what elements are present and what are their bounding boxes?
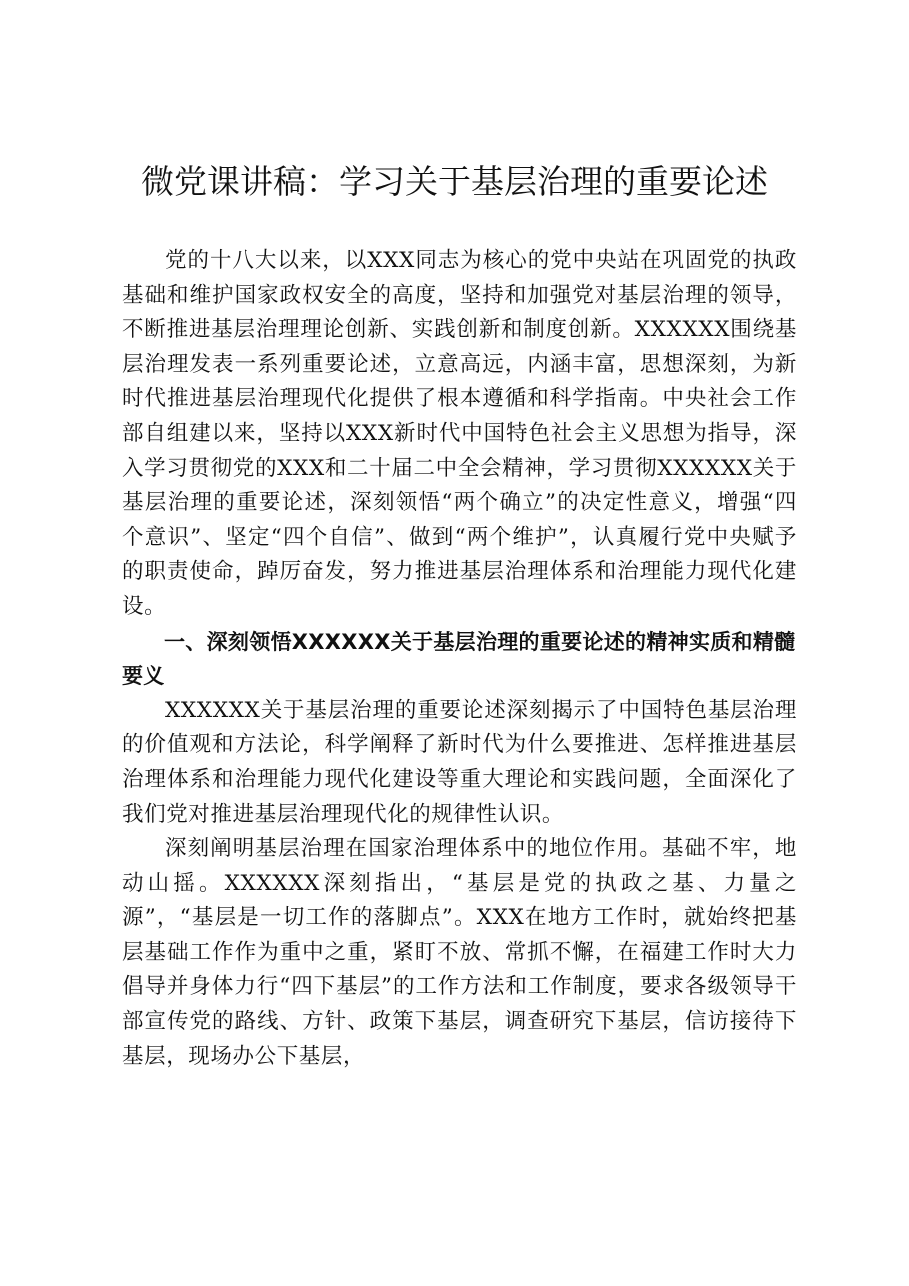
paragraph-intro: 党的十八大以来，以XXX同志为核心的党中央站在巩固党的执政基础和维护国家政权安全的高度，坚持和加强党对基层治理的领导，不断推进基层治理理论创新、实践创新和制度创新。XXXXXX围绕基层治理发表一系列重要论述，立意高远，内涵丰富，思想深刻，为新时代推进基层治理现代化提供了根本遵循和科学指南。中央社会工作部自组建以来，坚持以XXX新时代中国特色社会主义思想为指导，深入学习贯彻党的XXX和二十届二中全会精神，学习贯彻XXXXXX关于基层治理的重要论述，深刻领悟“两个确立”的决定性意义，增强“四个意识”、坚定“四个自信”、做到“两个维护”，认真履行党中央赋予的职责使命，踔厉奋发，努力推进基层治理体系和治理能力现代化建设。 (122, 248, 797, 619)
paragraph-section-1-point-1: 深刻阐明基层治理在国家治理体系中的地位作用。基础不牢，地动山摇。XXXXXX深刻指出，“基层是党的执政之基、力量之源”，“基层是一切工作的落脚点”。XXX在地方工作时，就始终把基层基础工作作为重中之重，紧盯不放、常抓不懈，在福建工作时大力倡导并身体力行“四下基层”的工作方法和工作制度，要求各级领导干部宣传党的路线、方针、政策下基层，调查研究下基层，信访接待下基层，现场办公下基层， (122, 836, 797, 1069)
paragraph-section-1-intro: XXXXXX关于基层治理的重要论述深刻揭示了中国特色基层治理的价值观和方法论，科学阐释了新时代为什么要推进、怎样推进基层治理体系和治理能力现代化建设等重大理论和实践问题，全面深化了我们党对推进基层治理现代化的规律性认识。 (122, 697, 797, 827)
section-heading-1: 一、深刻领悟XXXXXX关于基层治理的重要论述的精神实质和精髓要义 (122, 629, 796, 689)
document-body (122, 244, 797, 1074)
document-title: 微党课讲稿：学习关于基层治理的重要论述 (141, 162, 768, 201)
